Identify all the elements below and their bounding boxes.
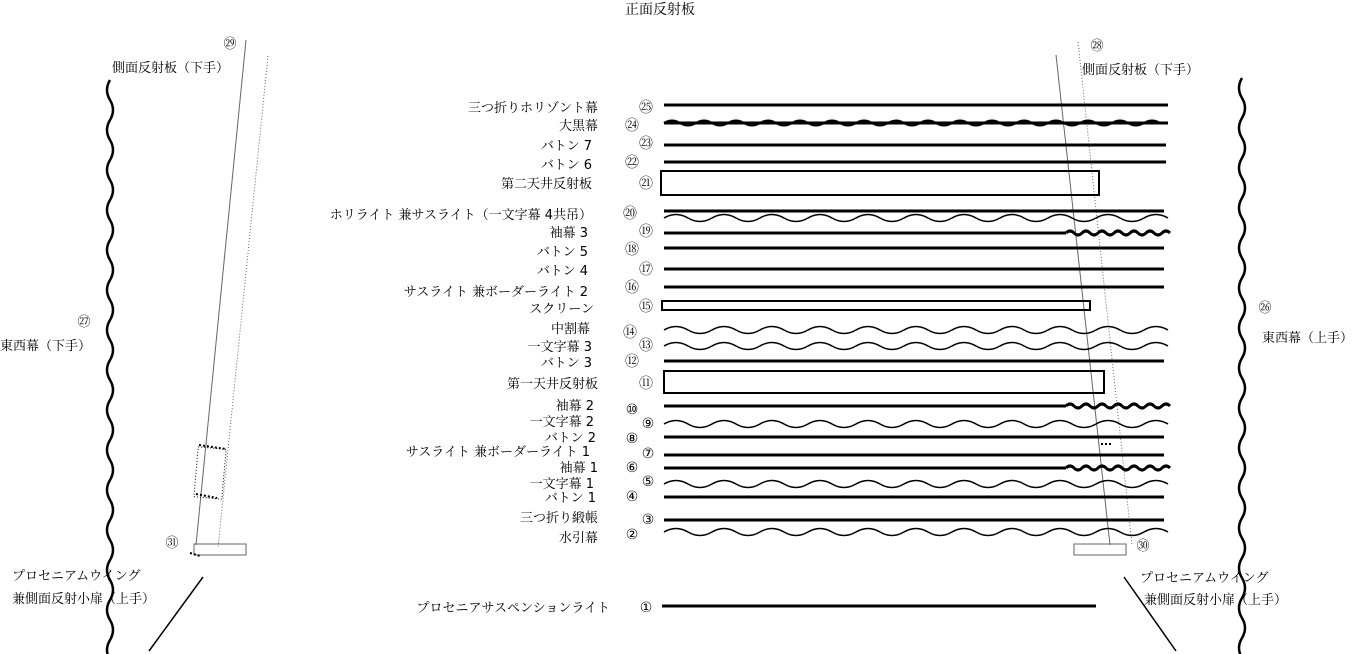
item-number: ⑫ <box>625 354 639 370</box>
item-row <box>404 280 1164 300</box>
screen-box <box>662 301 1090 310</box>
border-curtain-4-wave <box>664 215 1168 222</box>
side-reflector-right-number: ㉘ <box>1090 39 1104 54</box>
item-number: ⑬ <box>639 338 653 354</box>
item-number: ⑲ <box>639 224 653 240</box>
item-row <box>406 445 1164 462</box>
item-number: ⑧ <box>625 431 639 447</box>
item-row <box>468 100 1168 116</box>
side-reflector-left-label: 側面反射板（下手） <box>112 61 230 76</box>
item-number: ⑥ <box>625 460 639 476</box>
east-west-curtain-right <box>1239 78 1245 654</box>
item-label: サスライト 兼ボーダーライト 1 <box>405 445 590 460</box>
item-number: ⑩ <box>625 402 639 418</box>
item-number: ⑱ <box>625 242 639 258</box>
diagram-title: 正面反射板 <box>625 2 695 18</box>
item-label: サスライト 兼ボーダーライト 2 <box>403 285 588 300</box>
east-west-right-label: 東西幕（上手） <box>1262 331 1354 346</box>
item-label: バトン 2 <box>544 431 596 446</box>
item-row <box>556 398 1170 418</box>
item-label: スクリーン <box>529 302 594 317</box>
item-label: バトン 4 <box>536 264 588 279</box>
east-west-left-label: 東西幕（下手） <box>0 339 92 354</box>
item-number: ㉔ <box>625 118 639 134</box>
ceiling-reflector-2 <box>661 171 1099 195</box>
valance-curtain-wave <box>664 529 1168 536</box>
item-label: 中割幕 <box>550 322 590 337</box>
item-number: ⑳ <box>623 206 637 222</box>
item-number: ⑤ <box>641 474 655 490</box>
item-number: ⑭ <box>623 325 637 341</box>
item-label: ホリライト 兼サスライト（一文字幕 4共吊） <box>329 208 592 223</box>
item-label: 袖幕 3 <box>549 226 588 241</box>
item-label: バトン 7 <box>540 139 592 154</box>
item-number: ③ <box>641 512 655 528</box>
item-label: バトン 3 <box>540 356 592 371</box>
item-number: ⑦ <box>641 446 655 462</box>
border-curtain-1-wave <box>664 481 1168 488</box>
item-label: 第一天井反射板 <box>506 377 598 392</box>
wing-right-line1: プロセニアムウイング <box>1140 571 1269 586</box>
east-west-left-number: ㉗ <box>77 315 91 330</box>
east-west-right-number: ㉖ <box>1258 301 1272 316</box>
east-west-curtain-left <box>107 80 113 654</box>
item-label: 大黒幕 <box>558 119 598 134</box>
item-label: 袖幕 2 <box>555 399 594 414</box>
item-row <box>559 527 1168 546</box>
item-row <box>330 206 1168 223</box>
wing-right-number: ㉚ <box>1136 539 1150 554</box>
item-label: 水引幕 <box>558 531 598 546</box>
border-curtain-3-wave <box>664 343 1168 350</box>
item-row <box>416 600 1096 616</box>
item-number: ① <box>639 600 653 616</box>
proscenium-wing-left <box>149 544 246 651</box>
item-label: 袖幕 1 <box>559 461 598 476</box>
side-reflector-right-label: 側面反射板（下手） <box>1082 63 1200 78</box>
item-number: ㉓ <box>639 136 653 152</box>
item-number: ㉕ <box>639 100 653 116</box>
item-row <box>537 242 1164 260</box>
wing-curtain-2-wave <box>1066 404 1170 408</box>
item-label: バトン 6 <box>540 158 592 173</box>
item-row <box>541 136 1166 154</box>
item-label: 三つ折りホリゾント幕 <box>467 101 598 116</box>
item-number: ⑨ <box>641 416 655 432</box>
item-row <box>507 371 1104 393</box>
side-reflector-left <box>194 40 268 548</box>
side-reflector-left-number: ㉙ <box>223 37 237 52</box>
border-curtain-2-wave <box>664 421 1168 428</box>
ceiling-reflector-1 <box>664 371 1104 393</box>
item-label: プロセニアサスペンションライト <box>416 601 610 616</box>
item-row <box>550 224 1170 241</box>
item-row <box>559 118 1168 134</box>
item-label: 一文字幕 2 <box>529 415 594 430</box>
wing-left-number: ㉛ <box>165 536 179 551</box>
item-row <box>545 489 1164 506</box>
item-number: ㉒ <box>625 155 639 171</box>
item-number: ⑪ <box>639 376 653 392</box>
wing-curtain-3-wave <box>1066 231 1170 235</box>
item-row <box>501 171 1099 195</box>
item-label: 一文字幕 3 <box>527 340 592 355</box>
item-number: ② <box>625 527 639 543</box>
item-label: 一文字幕 1 <box>529 477 594 492</box>
item-number: ④ <box>625 489 639 505</box>
item-label: バトン 1 <box>544 491 596 506</box>
item-number: ⑮ <box>639 299 653 315</box>
wing-curtain-1-wave <box>1066 466 1170 470</box>
item-row <box>520 510 1164 528</box>
item-row <box>537 262 1164 279</box>
item-number: ㉑ <box>639 176 653 192</box>
item-row <box>545 431 1164 447</box>
item-label: 第二天井反射板 <box>500 177 592 192</box>
item-row <box>541 354 1164 371</box>
wing-left-line2: 兼側面反射小扉（上手） <box>12 592 156 607</box>
item-number: ⑯ <box>625 280 639 296</box>
item-row <box>529 299 1090 317</box>
item-label: バトン 5 <box>536 245 588 260</box>
item-label: 三つ折り緞帳 <box>519 511 598 526</box>
wing-right-line2: 兼側面反射小扉（上手） <box>1144 593 1288 608</box>
center-curtain-wave <box>664 327 1168 334</box>
wing-left-line1: プロセニアムウイング <box>12 569 141 584</box>
item-number: ⑰ <box>639 262 653 278</box>
